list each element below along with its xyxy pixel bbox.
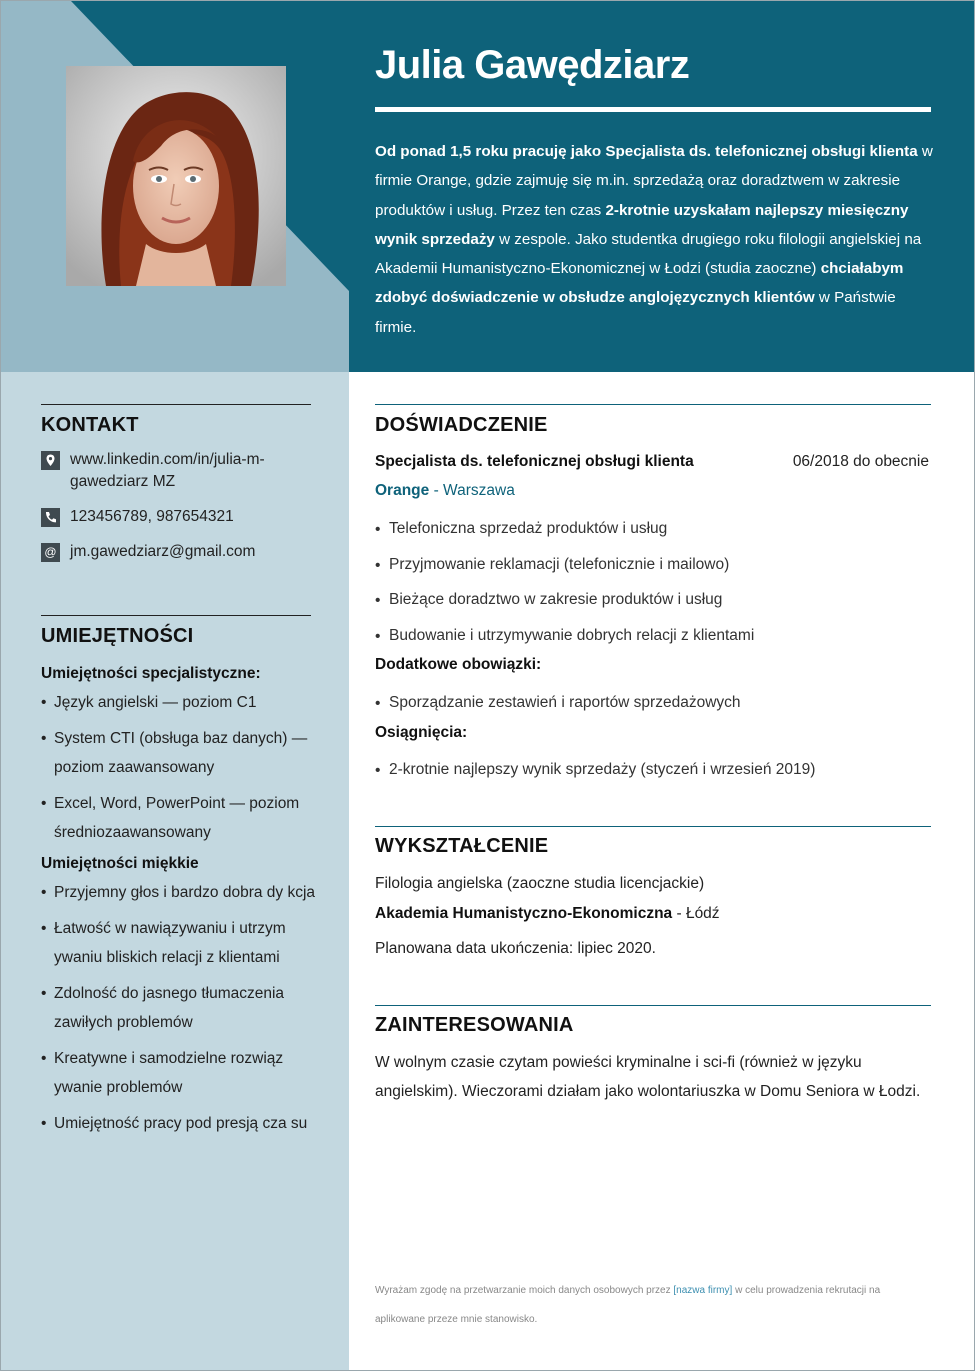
- school-city: - Łódź: [672, 905, 720, 922]
- list-item: • Budowanie i utrzymywanie dobrych relacji z klientami: [375, 625, 931, 647]
- company-location: - Warszawa: [429, 482, 515, 499]
- extra-duties-title: Dodatkowe obowiązki:: [375, 656, 542, 673]
- consent-text-1: Wyrażam zgodę na przetwarzanie moich danych osobowych przez: [375, 1285, 674, 1296]
- company-name: Orange: [375, 482, 430, 499]
- at-icon: @: [41, 543, 60, 562]
- list-item: • Kreatywne i samodzielne rozwiąz ywanie problemów: [41, 1044, 316, 1102]
- education-rule: [375, 826, 931, 827]
- school-name: Akademia Humanistyczno-Ekonomiczna: [375, 905, 673, 922]
- list-item: • 2-krotnie najlepszy wynik sprzedaży (styczeń i wrzesień 2019): [375, 759, 931, 781]
- gdpr-consent: [375, 1276, 931, 1334]
- extra-duties-list: [375, 692, 931, 728]
- list-item: • Umiejętność pracy pod presją cza su: [41, 1109, 316, 1138]
- skills-rule: [41, 615, 311, 616]
- achievements-list: [375, 759, 931, 795]
- list-item: • Przyjemny głos i bardzo dobra dy kcja: [41, 878, 316, 907]
- specialist-skills-title: Umiejętności specjalistyczne:: [41, 665, 261, 682]
- contact-phone: [41, 508, 311, 530]
- name-underline: [375, 107, 931, 112]
- contact-linkedin: [41, 451, 311, 495]
- education-graduation: Planowana data ukończenia: lipiec 2020.: [375, 940, 656, 957]
- linkedin-link[interactable]: www.linkedin.com/in/julia-m-gawedziarz MZ: [70, 451, 265, 490]
- list-item: • Telefoniczna sprzedaż produktów i usług: [375, 518, 931, 540]
- company-placeholder-link[interactable]: [nazwa firmy]: [673, 1285, 733, 1296]
- candidate-name: Julia Gawędziarz: [375, 43, 690, 87]
- interests-text: W wolnym czasie czytam powieści kryminalne i sci-fi (również w języku angielskim). Wieczorami działam jako wolontariuszka w Domu Seniora w Łodzi.: [375, 1054, 921, 1100]
- achievements-title: Osiągnięcia:: [375, 724, 468, 741]
- contact-rule: [41, 404, 311, 405]
- list-item: • Zdolność do jasnego tłumaczenia zawiłych problemów: [41, 979, 316, 1037]
- list-item: • Excel, Word, PowerPoint — poziom średniozaawansowany: [41, 789, 316, 847]
- experience-title: DOŚWIADCZENIE: [375, 414, 548, 436]
- education-school: [375, 899, 931, 928]
- contact-title: KONTAKT: [41, 414, 139, 436]
- list-item: • Przyjmowanie reklamacji (telefonicznie i mailowo): [375, 554, 931, 576]
- consent-text-2: w celu prowadzenia rekrutacji na aplikowane przeze mnie stanowisko.: [375, 1285, 881, 1325]
- list-item: • Sporządzanie zestawień i raportów sprzedażowych: [375, 692, 931, 714]
- soft-skills-title: Umiejętności miękkie: [41, 855, 199, 872]
- summary-bold-5: chciałabym zdobyć doświadczenie w obsłudze anglojęzycznych klientów: [375, 260, 904, 307]
- soft-skills-list: [41, 878, 316, 1145]
- phone-numbers: 123456789, 987654321: [70, 508, 234, 525]
- summary-bold-3: 2-krotnie uzyskałam najlepszy miesięczny wynik sprzedaży: [375, 201, 909, 248]
- list-item: • Bieżące doradztwo w zakresie produktów i usług: [375, 589, 931, 611]
- education-field: Filologia angielska (zaoczne studia licencjackie): [375, 875, 705, 892]
- list-item: • Język angielski — poziom C1: [41, 688, 316, 717]
- summary-bold-1: Od ponad 1,5 roku pracuję jako Specjalista ds. telefonicznej obsługi klienta: [375, 143, 918, 160]
- summary-text-4: w zespole. Jako studentka drugiego roku filologii angielskiej na Akademii Humanistyczno-Ekonomicznej w Łodzi (studia zaoczne): [375, 230, 922, 278]
- location-icon: [41, 451, 60, 470]
- interests-title: ZAINTERESOWANIA: [375, 1014, 574, 1036]
- summary-text-2: w firmie Orange, gdzie zajmuję się m.in. sprzedażą oraz doradztwem w zakresie produktów i usług. Przez ten czas: [375, 143, 933, 219]
- interests-rule: [375, 1005, 931, 1006]
- profile-summary: [375, 137, 935, 342]
- list-item: • System CTI (obsługa baz danych) — poziom zaawansowany: [41, 724, 316, 782]
- job-date: 06/2018 do obecnie: [792, 453, 929, 470]
- specialist-skills-list: [41, 688, 316, 854]
- list-item: • Łatwość w nawiązywaniu i utrzym ywaniu bliskich relacji z klientami: [41, 914, 316, 972]
- education-title: WYKSZTAŁCENIE: [375, 835, 549, 857]
- summary-text-6: w Państwie firmie.: [375, 289, 896, 336]
- profile-photo: [66, 66, 286, 286]
- job-company: [375, 482, 515, 500]
- contact-email: [41, 543, 311, 565]
- job-title: Specjalista ds. telefonicznej obsługi klienta: [375, 453, 694, 470]
- skills-title: UMIEJĘTNOŚCI: [41, 625, 194, 647]
- phone-icon: [41, 508, 60, 527]
- email-link[interactable]: jm.gawedziarz@gmail.com: [70, 543, 256, 560]
- experience-rule: [375, 404, 931, 405]
- duties-list: [375, 518, 931, 660]
